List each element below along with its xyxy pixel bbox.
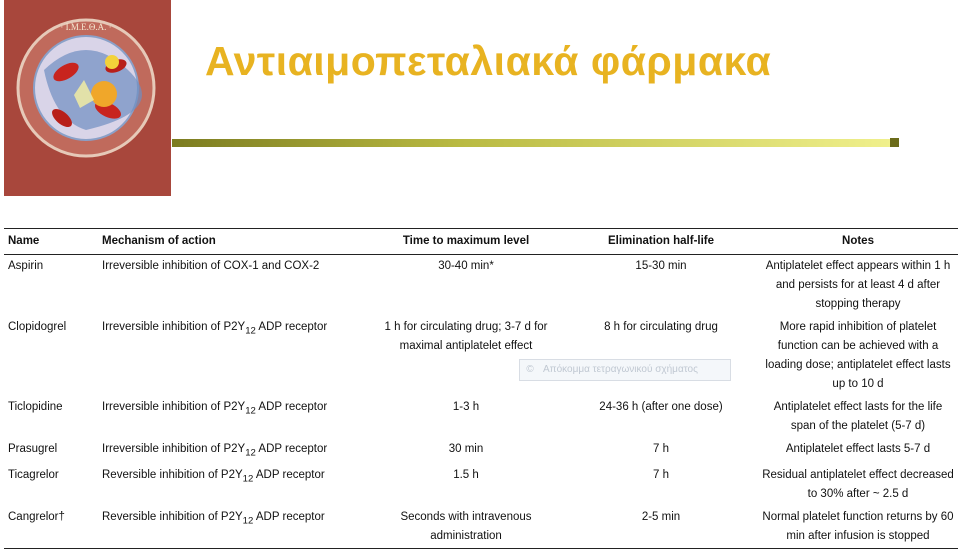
drug-time-to-max: 1 h for circulating drug; 3-7 d for maximal antiplatelet effect [384,321,548,352]
drug-half-life: 15-30 min [635,260,687,272]
drug-mechanism: Irreversible inhibition of $P2Y_{12}$ ADP receptor [102,443,328,459]
drug-name: Aspirin [8,260,44,272]
drug-name: Ticagrelor [8,469,59,482]
drug-mechanism: Irreversible inhibition of $P2Y_{12}$ ADP receptor [102,321,328,337]
drug-mechanism: Irreversible inhibition of COX-1 and COX-2 [102,260,320,272]
drug-name: Cangrelor† [4,506,98,549]
drug-time-to-max: Seconds with intravenous administration [368,506,564,549]
drug-mechanism: Reversible inhibition of $P2Y_{12}$ ADP receptor [98,506,368,549]
header-notes: Notes [758,229,958,255]
drug-time-to-max: 1.5 h [453,469,479,482]
header-half-life: Elimination half-life [564,229,758,255]
table-row [4,464,958,506]
svg-text:· I.M.E.Θ.A. ·: · I.M.E.Θ.A. · [60,22,112,32]
drug-half-life: 7 h [653,443,669,455]
antiplatelet-drugs-table [4,228,958,549]
table-row [4,255,958,317]
drug-mechanism: Reversible inhibition of $P2Y_{12}$ ADP receptor [102,469,325,485]
drug-notes: Antiplatelet effect appears within 1 h and persists for at least 4 d after stopping therapy [765,260,951,310]
snip-icon: © [526,364,534,375]
drug-notes: Antiplatelet effect lasts for the life span of the platelet (5-7 d) [773,401,943,432]
header-time-to-max: Time to maximum level [368,229,564,255]
drug-name: Prasugrel [8,443,58,455]
drug-notes: Antiplatelet effect lasts 5-7 d [785,443,931,455]
drug-half-life: 2-5 min [564,506,758,549]
table-row [4,506,958,549]
slide-title: Αντιαιμοπεταλιακά φάρμακα [205,38,772,84]
drug-half-life: 8 h for circulating drug [604,321,718,333]
table-row [4,396,958,438]
drug-notes: More rapid inhibition of platelet function can be achieved with a loading dose; antiplatelet effect lasts up to 10 d [765,321,951,390]
drug-name: Ticlopidine [8,401,63,413]
table-row [4,438,958,464]
drug-notes: Normal platelet function returns by 60 min after infusion is stopped [758,506,958,549]
institute-logo [4,0,171,196]
drug-time-to-max: 30 min [448,443,484,455]
drug-half-life: 24-36 h (after one dose) [599,401,723,413]
drug-time-to-max: 30-40 min* [438,260,494,272]
snipping-overlay [519,359,731,381]
drug-time-to-max: 1-3 h [452,401,480,413]
divider-end-marker [890,138,899,147]
header-name: Name [4,229,98,255]
drug-half-life: 7 h [653,469,669,482]
drug-name: Clopidogrel [8,321,67,333]
title-divider [172,139,892,147]
table-header-row [4,229,958,255]
snip-label: Απόκομμα τετραγωνικού σχήματος [543,364,698,375]
drug-mechanism: Irreversible inhibition of $P2Y_{12}$ ADP receptor [102,401,328,417]
drug-notes: Residual antiplatelet effect decreased to 30% after ~ 2.5 d [762,469,954,501]
logo-emblem-icon [4,0,171,196]
table-row [4,316,958,396]
header-mechanism: Mechanism of action [98,229,368,255]
